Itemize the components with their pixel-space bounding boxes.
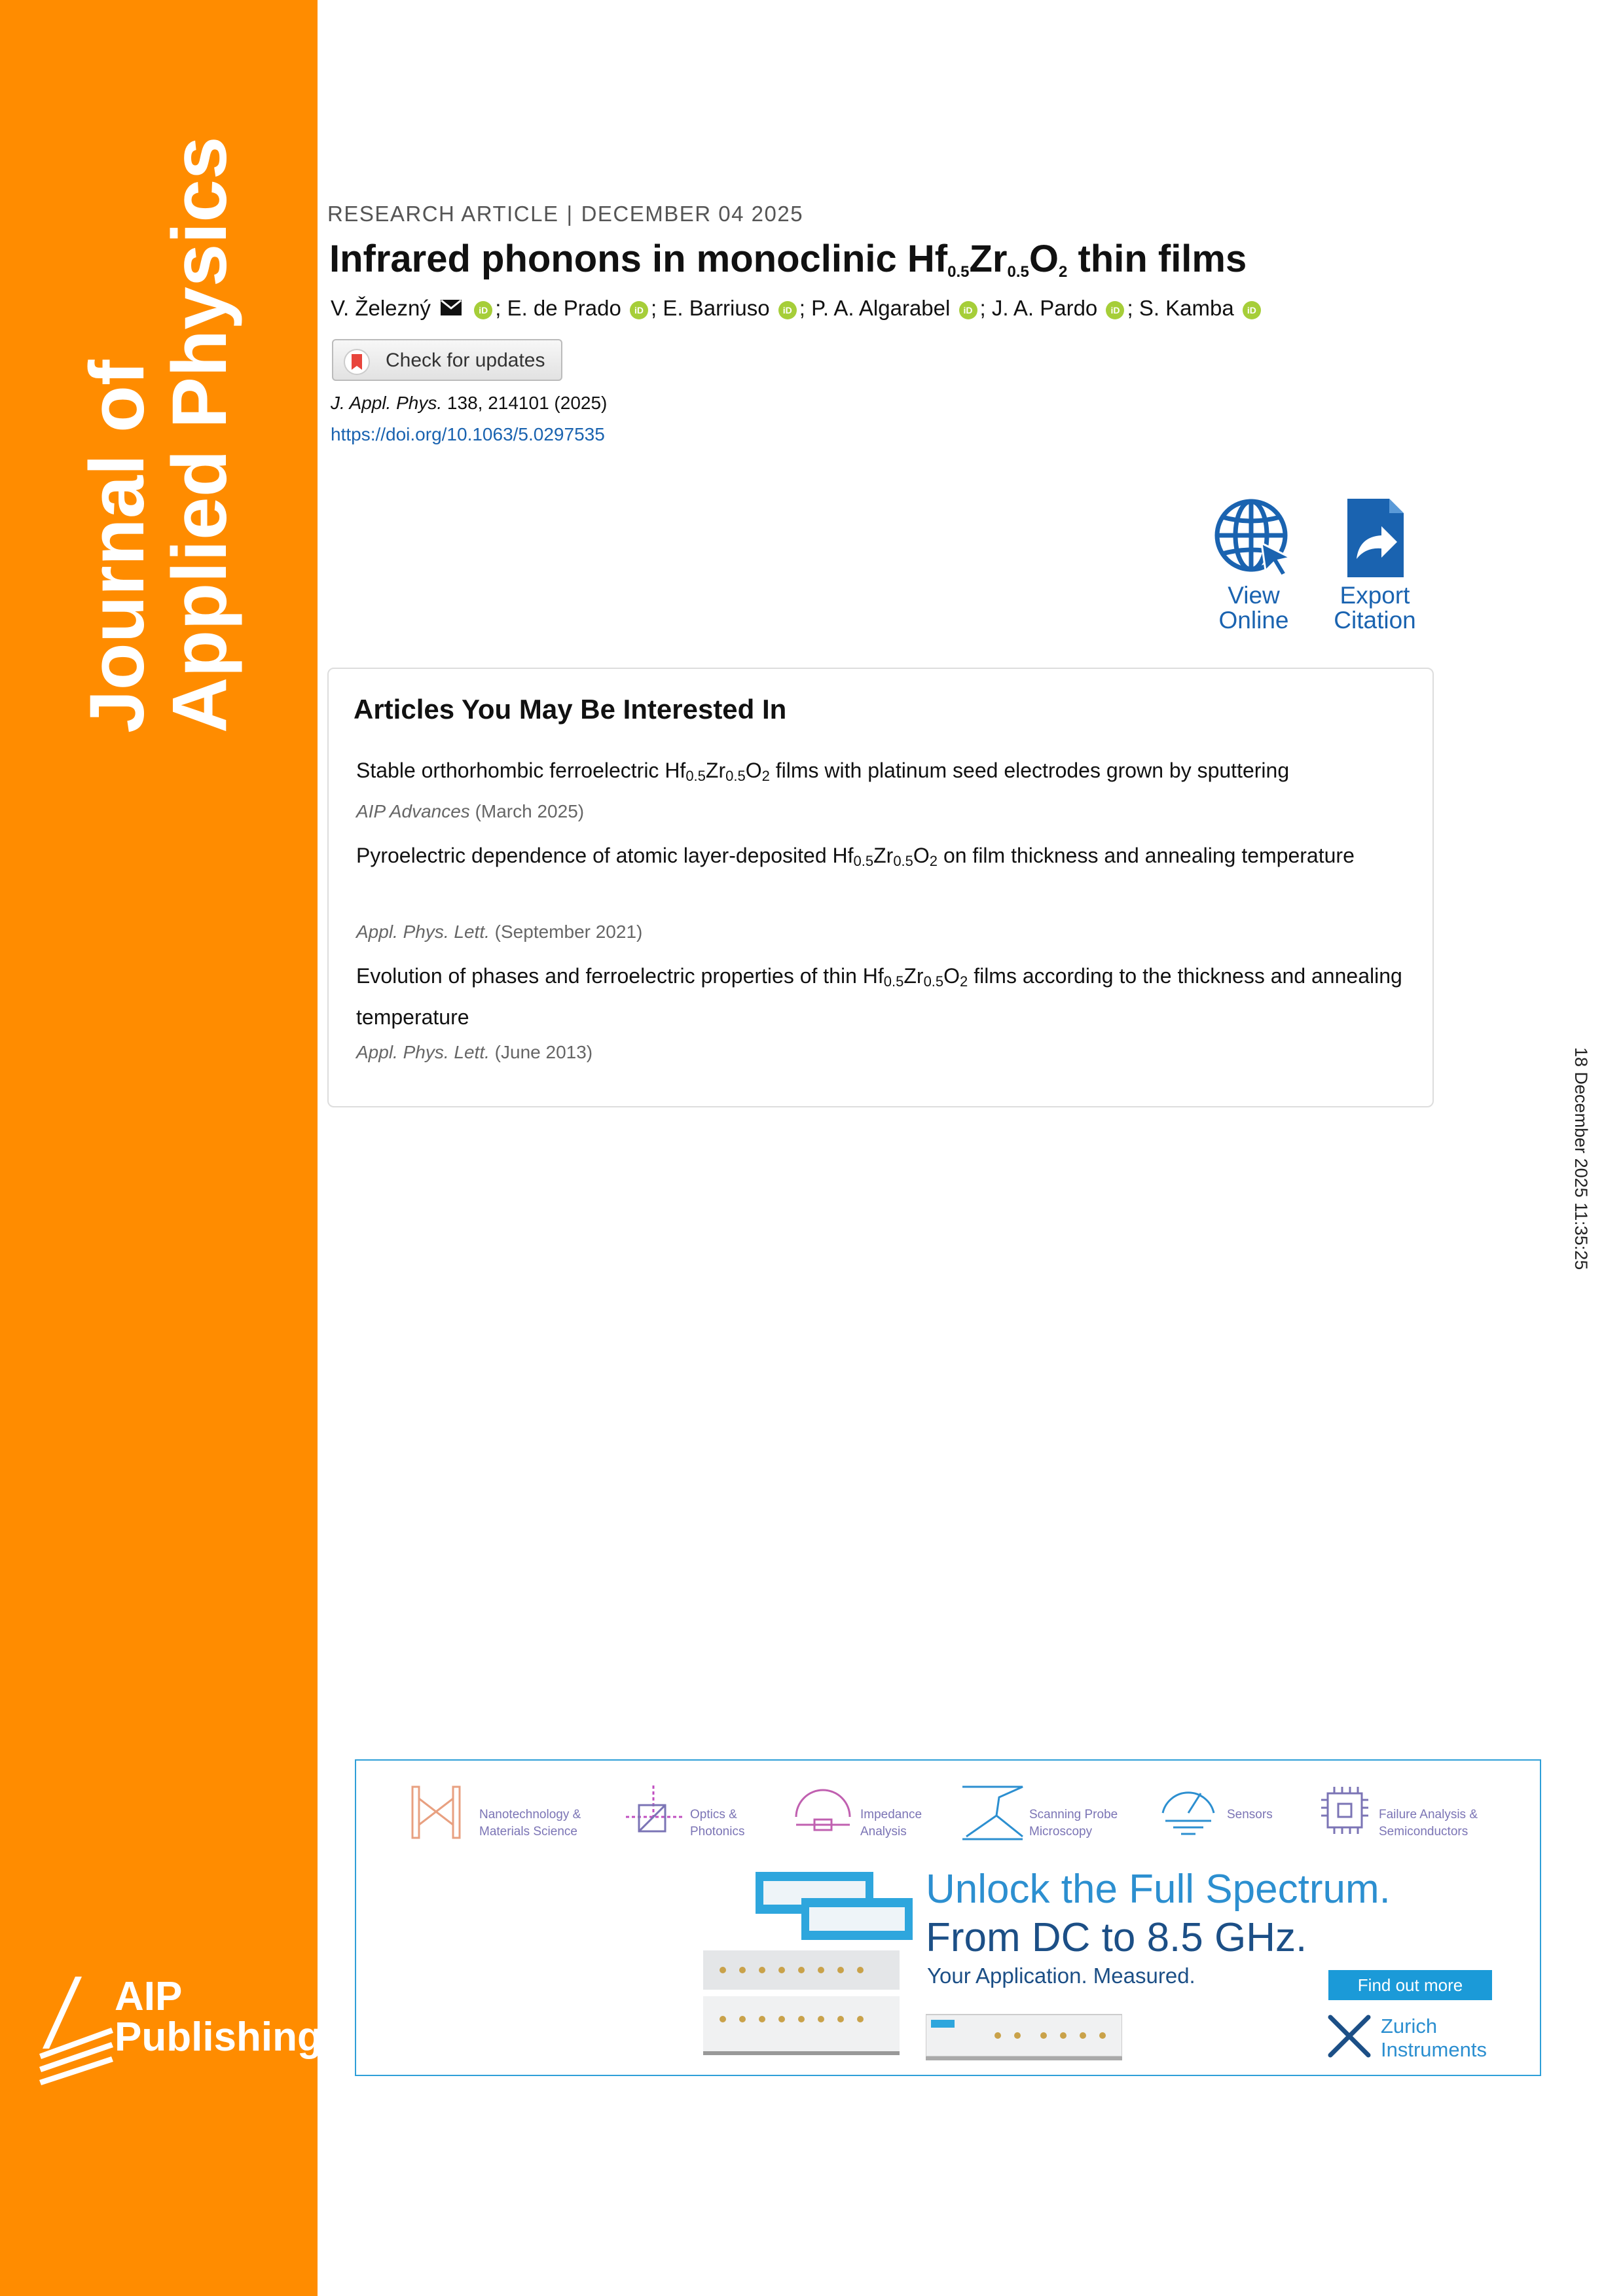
related-title-text: Zr [873,844,894,867]
related-date: (June 2013) [489,1042,593,1062]
author-link[interactable]: S. Kamba [1139,296,1234,320]
orcid-icon[interactable]: iD [959,301,977,319]
meta-separator: | [566,202,574,226]
related-title-text: Evolution of phases and ferroelectric properties of thin Hf [356,964,884,988]
title-suffix: thin films [1067,238,1247,280]
email-icon[interactable] [441,300,462,315]
journal-name-line2: Applied Physics [156,136,243,733]
title-sub2: 0.5 [1007,263,1029,281]
export-citation-label [1322,583,1427,633]
related-journal: Appl. Phys. Lett. [356,922,490,942]
advertisement-banner[interactable] [355,1759,1541,2076]
related-title-text: O [943,964,960,988]
related-title-sub: 2 [761,768,770,784]
category-line1: Optics & [690,1808,737,1821]
related-title-text: Zr [903,964,924,988]
instrument-products-image [703,1872,913,2068]
category-line1: Scanning Probe [1029,1808,1118,1821]
category-line1: Nanotechnology & [479,1808,581,1821]
related-journal: Appl. Phys. Lett. [356,1042,490,1062]
brand-line1: Zurich [1381,2015,1438,2037]
category-line2: Semiconductors [1379,1825,1468,1839]
related-date: (September 2021) [489,922,643,942]
publisher-line2: Publishing [115,2015,322,2060]
nanotechnology-icon [410,1784,462,1840]
scanning-probe-icon [960,1784,1025,1840]
citation-details: 138, 214101 (2025) [442,393,608,413]
article-date: DECEMBER 04 2025 [581,202,804,226]
related-title-text: Zr [705,759,726,782]
view-online-line2: Online [1218,607,1289,634]
article-meta [327,202,803,226]
related-article-link[interactable] [356,753,1404,794]
category-line1: Sensors [1227,1808,1273,1821]
related-title-text: Pyroelectric dependence of atomic layer-deposited Hf [356,844,854,867]
related-date: (March 2025) [469,801,585,821]
related-journal: AIP Advances [356,801,470,821]
related-articles-heading: Articles You May Be Interested In [354,694,787,725]
optics-icon [625,1784,684,1840]
related-title-sub: 0.5 [853,853,874,869]
related-title-sub: 0.5 [883,973,904,990]
orcid-icon[interactable]: iD [1106,301,1124,319]
doi-link[interactable]: https://doi.org/10.1063/5.0297535 [331,424,605,444]
category-label [1029,1806,1118,1840]
related-title-text: on film thickness and annealing temperature [938,844,1355,867]
title-sub1: 0.5 [947,263,970,281]
related-title-sub: 0.5 [685,768,706,784]
category-label [690,1806,744,1840]
semiconductor-chip-icon [1319,1784,1371,1840]
category-line2: Photonics [690,1825,745,1839]
author-separator: ; [651,296,657,320]
title-sub3: 2 [1059,263,1068,281]
title-prefix: Infrared phonons in monoclinic Hf [329,238,948,280]
related-title-text: Stable orthorhombic ferroelectric Hf [356,759,686,782]
related-title-sub: 0.5 [893,853,913,869]
orcid-icon[interactable]: iD [778,301,797,319]
author-link[interactable]: E. Barriuso [663,296,770,320]
view-online-button[interactable] [1211,497,1296,633]
journal-sidebar [0,0,322,2296]
title-mid1: Zr [969,238,1008,280]
author-link[interactable]: V. Železný [331,296,431,320]
related-title-sub: 2 [960,973,968,990]
orcid-icon[interactable]: iD [1243,301,1261,319]
export-icon [1342,497,1408,579]
brand-line2: Instruments [1381,2038,1487,2061]
category-line2: Materials Science [479,1825,577,1839]
download-timestamp: 18 December 2025 11:35:25 [1571,1047,1591,1270]
related-title-text: films with platinum seed electrodes grown by sputtering [769,759,1290,782]
globe-icon [1213,497,1294,579]
author-link[interactable]: E. de Prado [507,296,621,320]
category-line2: Analysis [860,1825,907,1839]
journal-name-line1: Journal of [74,359,160,733]
related-article-link[interactable] [356,838,1404,879]
category-label [1227,1806,1273,1823]
export-citation-line1: Export [1340,582,1410,609]
check-for-updates-label: Check for updates [386,350,545,371]
instrument-small-image [926,2012,1122,2064]
category-line1: Failure Analysis & [1379,1808,1478,1821]
author-separator: ; [495,296,501,320]
category-label [479,1806,581,1840]
author-separator: ; [1127,296,1133,320]
view-online-label [1211,583,1296,633]
export-citation-line2: Citation [1334,607,1416,634]
author-list [331,296,1264,321]
ad-headline-line1: Unlock the Full Spectrum. [926,1867,1391,1912]
category-line1: Impedance [860,1808,922,1821]
author-link[interactable]: P. A. Algarabel [811,296,951,320]
title-mid2: O [1029,238,1059,280]
check-for-updates-button[interactable] [332,339,562,381]
export-citation-button[interactable] [1322,497,1427,633]
article-title [329,237,1247,281]
author-separator: ; [799,296,805,320]
orcid-icon[interactable]: iD [474,301,492,319]
zurich-instruments-wordmark [1381,2015,1487,2062]
related-title-sub: 2 [929,853,938,869]
aip-publishing-wordmark [115,1974,322,2060]
orcid-icon[interactable]: iD [630,301,648,319]
crossmark-icon [344,349,370,375]
article-type: RESEARCH ARTICLE [327,202,559,226]
ad-subline: Your Application. Measured. [927,1964,1195,1988]
impedance-icon [793,1784,852,1840]
journal-name [76,79,241,733]
related-title-text: films according to the thickness and annealing temperature [356,964,1402,1029]
zurich-instruments-logo-icon [1326,2013,1372,2059]
related-articles-box [327,668,1434,1107]
related-article-source [356,801,584,822]
related-title-sub: 0.5 [725,768,746,784]
citation-journal: J. Appl. Phys. [331,393,443,413]
related-title-text: O [913,844,930,867]
author-link[interactable]: J. A. Pardo [991,296,1098,320]
view-online-line1: View [1228,582,1280,609]
related-article-link[interactable] [356,958,1404,1035]
publisher-line1: AIP [115,1974,183,2019]
category-label [1379,1806,1478,1840]
related-article-source [356,922,642,942]
related-title-sub: 0.5 [923,973,944,990]
related-article-source [356,1042,593,1063]
sensors-icon [1159,1784,1218,1840]
citation [331,393,607,414]
related-title-text: O [745,759,762,782]
category-label [860,1806,922,1840]
category-line2: Microscopy [1029,1825,1093,1839]
ad-headline [926,1865,1391,1962]
author-separator: ; [979,296,986,320]
find-out-more-button[interactable]: Find out more [1328,1970,1492,2000]
ad-headline-line2: From DC to 8.5 GHz. [926,1915,1307,1960]
